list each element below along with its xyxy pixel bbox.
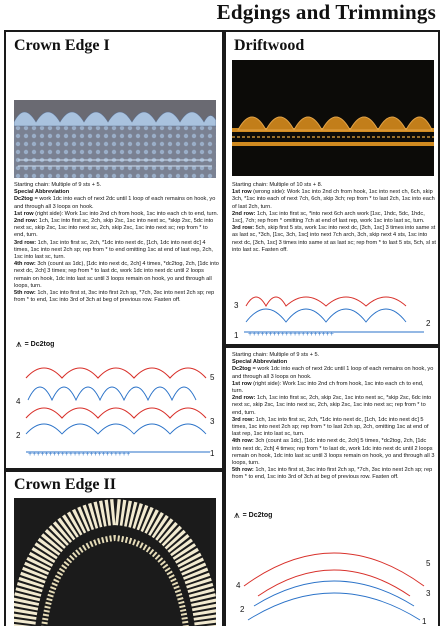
chart-row-label: 4	[236, 581, 241, 590]
row-text: 1ch, 1sc into first st, 3sc into first 2ch sp, *7ch, 3sc into next 2ch sp; rep from * to end, 1sc into 3rd of 3ch at beg of previous row. Fasten off.	[232, 467, 433, 481]
row-label: 5th row:	[14, 290, 36, 297]
driftwood-photo	[232, 60, 434, 176]
row-label: 1st row	[232, 380, 252, 387]
driftwood-chart	[232, 282, 436, 344]
page-title: Edgings and Trimmings	[216, 0, 436, 24]
svg-text:+++++++++++++++++++++++++: +++++++++++++++++++++++++	[28, 451, 131, 458]
chart-row-label: 4	[16, 397, 21, 406]
row-text: 3ch (count as 1dc), [1dc into next dc, 2ch] 4 times, *dc2tog, 2ch, [1dc into next dc, 2ch] 3 times; rep from * to last dc, work 1dc into next dc until 2 loops remain on hook, 1dc into last sc until 3 loops remain on hook, yo and through all loops, turn.	[14, 261, 219, 289]
dc2tog-symbol-icon: ⩚	[234, 510, 240, 521]
starting-chain: Starting chain: Multiple of 10 sts + 8.	[232, 182, 323, 188]
row-label: 3rd row:	[14, 239, 37, 246]
row-label: 1st row	[232, 189, 252, 196]
driftwood-title: Driftwood	[234, 37, 305, 54]
chart-row-label: 1	[422, 617, 427, 626]
crown-edge-2-instructions	[232, 352, 436, 482]
chart-row-label: 3	[210, 417, 215, 426]
driftwood-instructions	[232, 182, 436, 254]
row-text: 1ch, 1sc into first sc, *into next 6ch arch work [1sc, 1hdc, 5dc, 1hdc, 1sc], 7ch; rep from * omitting 7ch at end of last rep, work 1sc into last sc, turn.	[232, 210, 425, 225]
row-text: 1ch, 1sc into first sc, 2ch, skip 2sc, 1sc into next sc, *skip 2sc, 5dc into next sc, skip 2sc, 1sc into next sc, 2ch, skip 2sc, 1sc into next sc; rep from * to end, turn.	[14, 218, 214, 239]
chart-row-label: 5	[210, 373, 215, 382]
row-text: 5ch, skip first 5 sts, work 1sc into next dc, [3ch, 1sc] 3 times into same st as last sc, *3ch, [1sc, 3ch, 1sc] into next 7ch arch, 3ch, skip next 4 sts, 1sc into next dc, [3ch, 1sc] 3 times into same st as last sc; rep from * to last 5 sts, 5ch, sl st into last sc. Fasten off.	[232, 225, 436, 253]
crown-edge-2-panel	[4, 470, 224, 626]
crown-edge-1-photo	[14, 60, 216, 178]
row-label: 2nd row:	[14, 218, 38, 225]
abbr-term: Dc2tog	[232, 366, 251, 373]
crown-edge-1-chart	[14, 354, 218, 468]
chart-row-label: 1	[234, 331, 239, 340]
row-label: 4th row:	[232, 438, 254, 445]
row-label: 3rd row:	[232, 416, 255, 423]
abbr-term: Dc2tog	[14, 196, 33, 203]
chart-row-label: 2	[16, 431, 21, 440]
chart-row-label: 2	[426, 319, 431, 328]
chart-row-label: 2	[240, 605, 245, 614]
row-label: 2nd row:	[232, 210, 256, 217]
row-text: 1ch, 1sc into first sc, 2ch, *1dc into next dc, [1ch, 1dc into next dc] 5 times, 1sc into next 2ch sp; rep from * to last 2ch sp, 2ch, omitting 1sc at end of last rep, 1sc into last sc, turn.	[232, 416, 429, 438]
driftwood-panel	[224, 30, 440, 346]
row-label: 3rd row:	[232, 225, 255, 232]
dc2tog-legend	[16, 339, 54, 350]
special-abbr-heading: Special Abbreviation	[232, 359, 288, 366]
abbr-text: = work 1dc into each of next 2dc until 1 loop of each remains on hook, yo and through all 3 loops on hook.	[232, 366, 434, 380]
row-text: 1ch, 1sc into first sc, 2ch, *1dc into next dc, [1ch, 1dc into next dc] 4 times, 1sc into next 2ch sp; rep from * to end omitting 1sc at end of last rep, 2ch, 1sc into last sc, turn.	[14, 239, 213, 261]
crown-edge-2-title: Crown Edge II	[14, 476, 116, 493]
crown-edge-2-instructions-panel	[224, 346, 440, 626]
chart-row-label: 3	[234, 301, 239, 310]
row-text: (right side): Work 1sc into 2nd ch from hook, 1sc into each ch to end, turn.	[33, 210, 219, 217]
legend-text: = Dc2tog	[24, 341, 55, 348]
crown-edge-1-instructions	[14, 182, 220, 304]
crown-edge-1-panel	[4, 30, 224, 470]
chart-row-label: 1	[210, 449, 215, 458]
chart-row-label: 3	[426, 589, 431, 598]
row-text: 1ch, 1sc into first st, 3sc into first 2ch sp, *7ch, 3sc into next 2ch sp; rep from * to end, 1sc into 3rd of 3ch at beg of previous row. Fasten off.	[14, 290, 215, 304]
row-label: 4th row:	[14, 261, 36, 268]
row-text: (right side): Work 1sc into 2nd ch from hook, 1sc into each ch to end, turn.	[232, 380, 424, 395]
dc2tog-legend	[234, 510, 272, 521]
row-text: 3ch (count as 1dc), [1dc into next dc, 2ch] 5 times, *dc2tog, 2ch, [1dc into next dc, 2ch] 4 times; rep from * to last dc, work 1dc into next dc until 2 loops remain on hook, 1dc into last sc until 3 loops remain on hook, yo and through all 3 loops, turn.	[232, 438, 435, 467]
legend-text: = Dc2tog	[242, 512, 273, 519]
special-abbr-heading: Special Abbreviation	[14, 189, 70, 196]
chart-row-label: 5	[426, 559, 431, 568]
row-text: (wrong side): Work 1sc into 2nd ch from hook, 1sc into next ch, 6ch, skip 3ch, *1sc into each of next 7ch, 6ch, skip 3ch; rep from * to last 2ch, 1sc into each of last 2ch, turn.	[232, 189, 435, 210]
dc2tog-symbol-icon: ⩚	[16, 339, 22, 350]
row-label: 1st row	[14, 210, 34, 217]
crown-edge-2-photo	[14, 498, 216, 626]
crown-edge-1-title: Crown Edge I	[14, 37, 110, 54]
row-label: 2nd row:	[232, 395, 256, 402]
row-label: 5th row:	[232, 467, 254, 474]
row-text: 1ch, 1sc into first sc, 2ch, skip 2sc, 1sc into next sc, *skip 2sc, 6dc into next sc, skip 2sc, 1sc into next sc, 2ch, skip 2sc, 1sc into next sc; rep from * to end, turn.	[232, 395, 432, 416]
svg-text:+++++++++++++++++++++: +++++++++++++++++++++	[248, 331, 334, 338]
crown-edge-2-chart	[232, 526, 436, 626]
starting-chain: Starting chain: Multiple of 9 sts + 5.	[14, 182, 102, 188]
abbr-text: = work 1dc into each of next 2dc until 1 loop of each remains on hook, yo and through all 3 loops on hook.	[14, 196, 216, 210]
starting-chain: Starting chain: Multiple of 9 sts + 5.	[232, 352, 320, 358]
